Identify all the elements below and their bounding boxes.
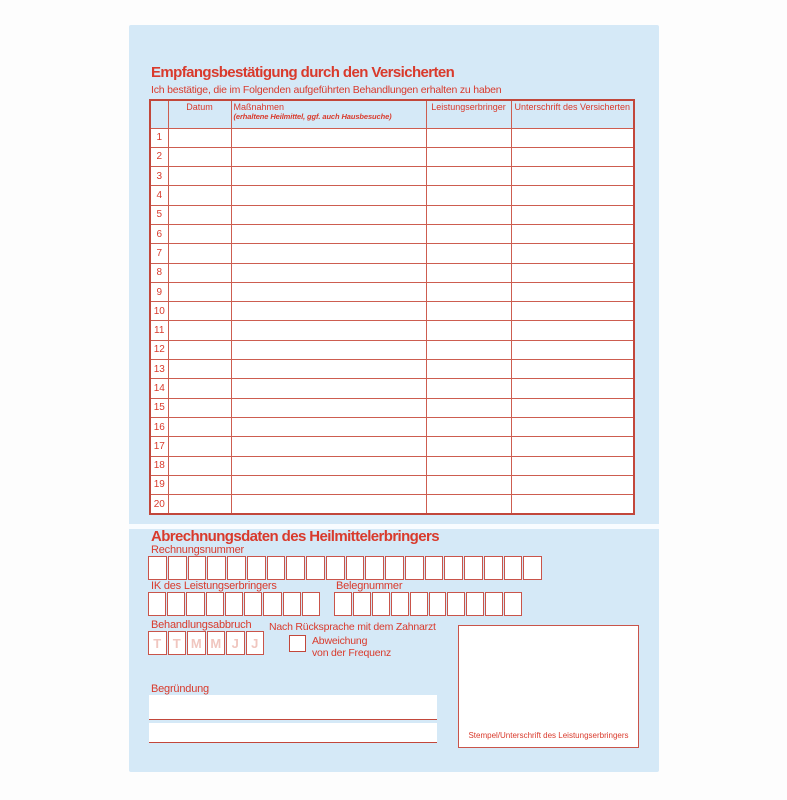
leistungserbringer-cell[interactable] <box>426 379 511 398</box>
treatment-table <box>149 99 635 515</box>
date-digit-box[interactable]: T <box>148 631 167 655</box>
massnahmen-cell[interactable] <box>231 437 426 456</box>
treatment-row <box>150 340 634 359</box>
row-number: 4 <box>150 186 168 205</box>
ik-box[interactable] <box>244 592 262 616</box>
rechnungsnummer-label: Rechnungsnummer <box>151 544 244 556</box>
datum-cell[interactable] <box>168 398 231 417</box>
rechnungsnummer-box[interactable] <box>188 556 207 580</box>
massnahmen-cell[interactable] <box>231 244 426 263</box>
rechnungsnummer-box[interactable] <box>504 556 523 580</box>
section2-title: Abrechnungsdaten des Heilmittelerbringers <box>151 528 439 545</box>
datum-cell[interactable] <box>168 282 231 301</box>
massnahmen-cell[interactable] <box>231 263 426 282</box>
section1-title: Empfangsbestätigung durch den Versicherten <box>151 64 455 81</box>
row-number: 20 <box>150 495 168 515</box>
section1-subtitle: Ich bestätige, die im Folgenden aufgeführten Behandlungen erhalten zu haben <box>151 84 502 96</box>
treatment-row <box>150 244 634 263</box>
row-number: 12 <box>150 340 168 359</box>
unterschrift-cell[interactable] <box>511 302 634 321</box>
ik-box[interactable] <box>283 592 301 616</box>
rechnungsnummer-box[interactable] <box>444 556 463 580</box>
massnahmen-cell[interactable] <box>231 321 426 340</box>
datum-cell[interactable] <box>168 475 231 494</box>
rechnungsnummer-box[interactable] <box>227 556 246 580</box>
treatment-row <box>150 128 634 147</box>
treatment-row <box>150 417 634 436</box>
treatment-row <box>150 186 634 205</box>
leistungserbringer-cell[interactable] <box>426 360 511 379</box>
treatment-row <box>150 379 634 398</box>
ik-box[interactable] <box>263 592 281 616</box>
belegnummer-box[interactable] <box>504 592 522 616</box>
ik-box[interactable] <box>302 592 320 616</box>
massnahmen-cell[interactable] <box>231 417 426 436</box>
belegnummer-box[interactable] <box>410 592 428 616</box>
leistungserbringer-cell[interactable] <box>426 302 511 321</box>
unterschrift-cell[interactable] <box>511 224 634 243</box>
row-number: 1 <box>150 128 168 147</box>
treatment-row <box>150 282 634 301</box>
unterschrift-cell[interactable] <box>511 417 634 436</box>
unterschrift-cell[interactable] <box>511 360 634 379</box>
begruendung-line-1[interactable] <box>149 695 437 720</box>
unterschrift-cell[interactable] <box>511 205 634 224</box>
ik-box[interactable] <box>167 592 185 616</box>
leistungserbringer-cell[interactable] <box>426 205 511 224</box>
begruendung-line-2[interactable] <box>149 723 437 743</box>
massnahmen-cell[interactable] <box>231 379 426 398</box>
rechnungsnummer-box[interactable] <box>207 556 226 580</box>
leistungserbringer-cell[interactable] <box>426 244 511 263</box>
massnahmen-cell[interactable] <box>231 128 426 147</box>
unterschrift-cell[interactable] <box>511 147 634 166</box>
belegnummer-box[interactable] <box>334 592 352 616</box>
datum-cell[interactable] <box>168 340 231 359</box>
leistungserbringer-cell[interactable] <box>426 128 511 147</box>
belegnummer-box[interactable] <box>372 592 390 616</box>
leistungserbringer-cell[interactable] <box>426 224 511 243</box>
row-number: 10 <box>150 302 168 321</box>
leistungserbringer-cell[interactable] <box>426 321 511 340</box>
massnahmen-cell[interactable] <box>231 398 426 417</box>
leistungserbringer-cell[interactable] <box>426 282 511 301</box>
datum-cell[interactable] <box>168 302 231 321</box>
row-number: 18 <box>150 456 168 475</box>
treatment-row <box>150 321 634 340</box>
header-massnahmen-label: Maßnahmen <box>233 102 285 112</box>
ik-label: IK des Leistungserbringers <box>151 580 277 592</box>
belegnummer-box[interactable] <box>429 592 447 616</box>
rechnungsnummer-box[interactable] <box>365 556 384 580</box>
header-massnahmen <box>231 100 426 128</box>
leistungserbringer-cell[interactable] <box>426 340 511 359</box>
treatment-row <box>150 437 634 456</box>
rechnungsnummer-box[interactable] <box>286 556 305 580</box>
ruecksprache-label: Nach Rücksprache mit dem Zahnarzt <box>269 621 436 633</box>
rechnungsnummer-box[interactable] <box>306 556 325 580</box>
rechnungsnummer-boxes <box>148 556 542 580</box>
treatment-row <box>150 398 634 417</box>
rechnungsnummer-box[interactable] <box>405 556 424 580</box>
massnahmen-cell[interactable] <box>231 186 426 205</box>
leistungserbringer-cell[interactable] <box>426 456 511 475</box>
stempel-label: Stempel/Unterschrift des Leistungserbringers <box>468 731 629 740</box>
leistungserbringer-cell[interactable] <box>426 437 511 456</box>
massnahmen-cell[interactable] <box>231 360 426 379</box>
belegnummer-box[interactable] <box>447 592 465 616</box>
massnahmen-cell[interactable] <box>231 147 426 166</box>
rechnungsnummer-box[interactable] <box>247 556 266 580</box>
form-page <box>129 25 659 772</box>
datum-cell[interactable] <box>168 417 231 436</box>
belegnummer-boxes <box>334 592 522 616</box>
abweichung-label <box>312 635 391 659</box>
unterschrift-cell[interactable] <box>511 495 634 515</box>
datum-cell[interactable] <box>168 186 231 205</box>
unterschrift-cell[interactable] <box>511 186 634 205</box>
treatment-row <box>150 205 634 224</box>
row-number: 8 <box>150 263 168 282</box>
ik-box[interactable] <box>186 592 204 616</box>
massnahmen-cell[interactable] <box>231 167 426 186</box>
datum-cell[interactable] <box>168 495 231 515</box>
massnahmen-cell[interactable] <box>231 302 426 321</box>
unterschrift-cell[interactable] <box>511 167 634 186</box>
row-number: 19 <box>150 475 168 494</box>
belegnummer-box[interactable] <box>391 592 409 616</box>
unterschrift-cell[interactable] <box>511 282 634 301</box>
leistungserbringer-cell[interactable] <box>426 398 511 417</box>
row-number: 11 <box>150 321 168 340</box>
massnahmen-cell[interactable] <box>231 475 426 494</box>
rechnungsnummer-box[interactable] <box>523 556 542 580</box>
row-number: 14 <box>150 379 168 398</box>
rechnungsnummer-box[interactable] <box>484 556 503 580</box>
begruendung-label: Begründung <box>151 683 209 695</box>
rechnungsnummer-box[interactable] <box>148 556 167 580</box>
datum-cell[interactable] <box>168 244 231 263</box>
abweichung-label-line1: Abweichung <box>312 635 368 647</box>
treatment-row <box>150 495 634 515</box>
date-digit-box[interactable]: M <box>207 631 226 655</box>
leistungserbringer-cell[interactable] <box>426 186 511 205</box>
treatment-row <box>150 475 634 494</box>
unterschrift-cell[interactable] <box>511 437 634 456</box>
leistungserbringer-cell[interactable] <box>426 167 511 186</box>
leistungserbringer-cell[interactable] <box>426 263 511 282</box>
belegnummer-label: Belegnummer <box>336 580 403 592</box>
behandlungsabbruch-date-boxes <box>148 631 264 655</box>
datum-cell[interactable] <box>168 321 231 340</box>
treatment-row <box>150 456 634 475</box>
unterschrift-cell[interactable] <box>511 340 634 359</box>
unterschrift-cell[interactable] <box>511 263 634 282</box>
ik-box[interactable] <box>225 592 243 616</box>
treatment-row <box>150 167 634 186</box>
rechnungsnummer-box[interactable] <box>267 556 286 580</box>
treatment-row <box>150 224 634 243</box>
row-number: 15 <box>150 398 168 417</box>
datum-cell[interactable] <box>168 224 231 243</box>
date-digit-box[interactable]: J <box>246 631 265 655</box>
datum-cell[interactable] <box>168 456 231 475</box>
row-number: 7 <box>150 244 168 263</box>
unterschrift-cell[interactable] <box>511 321 634 340</box>
ik-box[interactable] <box>148 592 166 616</box>
leistungserbringer-cell[interactable] <box>426 147 511 166</box>
treatment-table-body <box>150 128 634 514</box>
row-number: 13 <box>150 360 168 379</box>
rechnungsnummer-box[interactable] <box>385 556 404 580</box>
belegnummer-box[interactable] <box>485 592 503 616</box>
header-unterschrift: Unterschrift des Versicherten <box>511 100 634 128</box>
behandlungsabbruch-label: Behandlungsabbruch <box>151 619 252 631</box>
leistungserbringer-cell[interactable] <box>426 495 511 515</box>
datum-cell[interactable] <box>168 205 231 224</box>
date-digit-box[interactable]: J <box>226 631 245 655</box>
rechnungsnummer-box[interactable] <box>425 556 444 580</box>
stempel-signature-area[interactable] <box>458 625 639 748</box>
unterschrift-cell[interactable] <box>511 398 634 417</box>
massnahmen-cell[interactable] <box>231 205 426 224</box>
row-number: 16 <box>150 417 168 436</box>
leistungserbringer-cell[interactable] <box>426 475 511 494</box>
rechnungsnummer-box[interactable] <box>326 556 345 580</box>
rechnungsnummer-box[interactable] <box>168 556 187 580</box>
datum-cell[interactable] <box>168 128 231 147</box>
massnahmen-cell[interactable] <box>231 224 426 243</box>
unterschrift-cell[interactable] <box>511 244 634 263</box>
leistungserbringer-cell[interactable] <box>426 417 511 436</box>
datum-cell[interactable] <box>168 263 231 282</box>
date-digit-box[interactable]: T <box>168 631 187 655</box>
massnahmen-cell[interactable] <box>231 282 426 301</box>
row-number: 9 <box>150 282 168 301</box>
row-number: 17 <box>150 437 168 456</box>
massnahmen-cell[interactable] <box>231 340 426 359</box>
massnahmen-cell[interactable] <box>231 456 426 475</box>
row-number: 6 <box>150 224 168 243</box>
datum-cell[interactable] <box>168 167 231 186</box>
date-digit-box[interactable]: M <box>187 631 206 655</box>
row-number: 5 <box>150 205 168 224</box>
rechnungsnummer-box[interactable] <box>346 556 365 580</box>
massnahmen-cell[interactable] <box>231 495 426 515</box>
unterschrift-cell[interactable] <box>511 128 634 147</box>
datum-cell[interactable] <box>168 360 231 379</box>
unterschrift-cell[interactable] <box>511 379 634 398</box>
belegnummer-box[interactable] <box>466 592 484 616</box>
treatment-row <box>150 302 634 321</box>
belegnummer-box[interactable] <box>353 592 371 616</box>
ik-boxes <box>148 592 320 616</box>
abweichung-label-line2: von der Frequenz <box>312 647 392 659</box>
row-number: 3 <box>150 167 168 186</box>
header-datum: Datum <box>168 100 231 128</box>
table-header-row <box>150 100 634 128</box>
datum-cell[interactable] <box>168 379 231 398</box>
datum-cell[interactable] <box>168 437 231 456</box>
datum-cell[interactable] <box>168 147 231 166</box>
ik-box[interactable] <box>206 592 224 616</box>
header-massnahmen-note: (erhaltene Heilmittel, ggf. auch Hausbesuche) <box>233 112 392 121</box>
header-leistungserbringer: Leistungserbringer <box>426 100 511 128</box>
row-number: 2 <box>150 147 168 166</box>
header-rownum <box>150 100 168 128</box>
abweichung-checkbox[interactable] <box>289 635 306 652</box>
unterschrift-cell[interactable] <box>511 475 634 494</box>
unterschrift-cell[interactable] <box>511 456 634 475</box>
treatment-row <box>150 360 634 379</box>
treatment-row <box>150 147 634 166</box>
rechnungsnummer-box[interactable] <box>464 556 483 580</box>
treatment-row <box>150 263 634 282</box>
